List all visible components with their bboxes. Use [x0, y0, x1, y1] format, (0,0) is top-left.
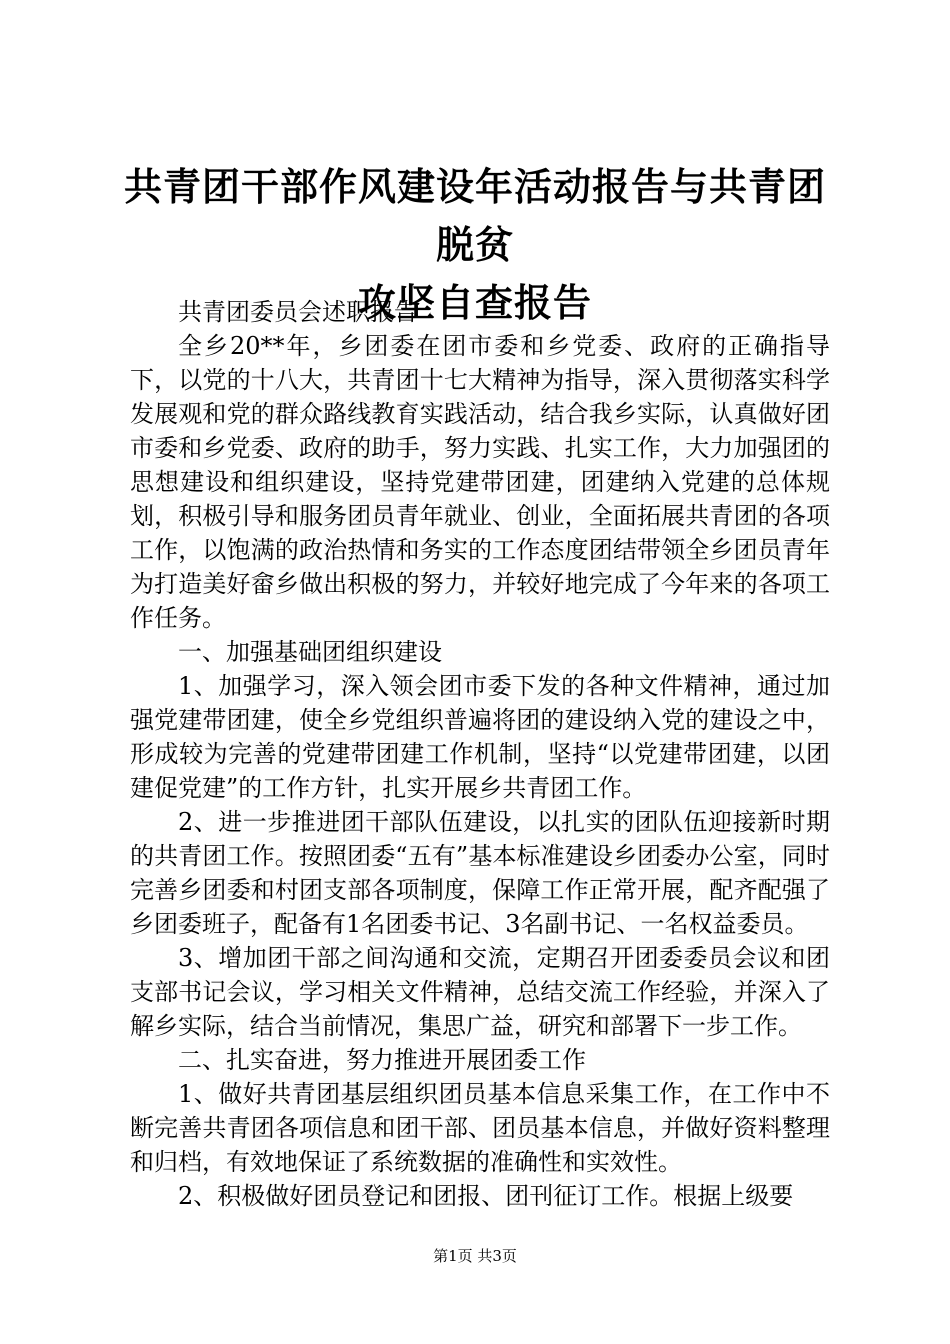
title-line-2: 攻坚自查报告 — [357, 281, 592, 325]
paragraph: 1、加强学习，深入领会团市委下发的各种文件精神，通过加强党建带团建，使全乡党组织普遍将团的建设纳入党的建设之中，形成较为完善的党建带团建工作机制，坚持“以党建带团建，以团建促党建”的工作方针，扎实开展乡共青团工作。 — [130, 672, 830, 802]
paragraph-heading: 共青团委员会述职报告 — [178, 298, 418, 326]
page-number: 第1页 共3页 — [433, 1247, 517, 1265]
paragraph: 2、进一步推进团干部队伍建设，以扎实的团队伍迎接新时期的共青团工作。按照团委“五有”基本标准建设乡团委办公室，同时完善乡团委和村团支部各项制度，保障工作正常开展，配齐配强了乡团委班子，配备有1名团委书记、3名副书记、一名权益委员。 — [130, 808, 830, 938]
section-heading: 一、加强基础团组织建设 — [178, 638, 442, 666]
paragraph: 3、增加团干部之间沟通和交流，定期召开团委委员会议和团支部书记会议，学习相关文件精神，总结交流工作经验，并深入了解乡实际，结合当前情况，集思广益，研究和部署下一步工作。 — [130, 944, 830, 1040]
section-heading: 二、扎实奋进，努力推进开展团委工作 — [178, 1046, 586, 1074]
paragraph: 1、做好共青团基层组织团员基本信息采集工作，在工作中不断完善共青团各项信息和团干部、团员基本信息，并做好资料整理和归档，有效地保证了系统数据的准确性和实效性。 — [130, 1080, 830, 1176]
title-line-1: 共青团干部作风建设年活动报告与共青团脱贫 — [123, 165, 826, 267]
paragraph: 2、积极做好团员登记和团报、团刊征订工作。根据上级要 — [178, 1182, 794, 1210]
paragraph: 全乡20**年，乡团委在团市委和乡党委、政府的正确指导下，以党的十八大，共青团十七大精神为指导，深入贯彻落实科学发展观和党的群众路线教育实践活动，结合我乡实际，认真做好团市委和乡党委、政府的助手，努力实践、扎实工作，大力加强团的思想建设和组织建设，坚持党建带团建，团建纳入党建的总体规划，积极引导和服务团员青年就业、创业，全面拓展共青团的各项工作，以饱满的政治热情和务实的工作态度团结带领全乡团员青年为打造美好畲乡做出积极的努力，并较好地完成了今年来的各项工作任务。 — [130, 332, 830, 632]
document-body — [130, 295, 830, 1213]
